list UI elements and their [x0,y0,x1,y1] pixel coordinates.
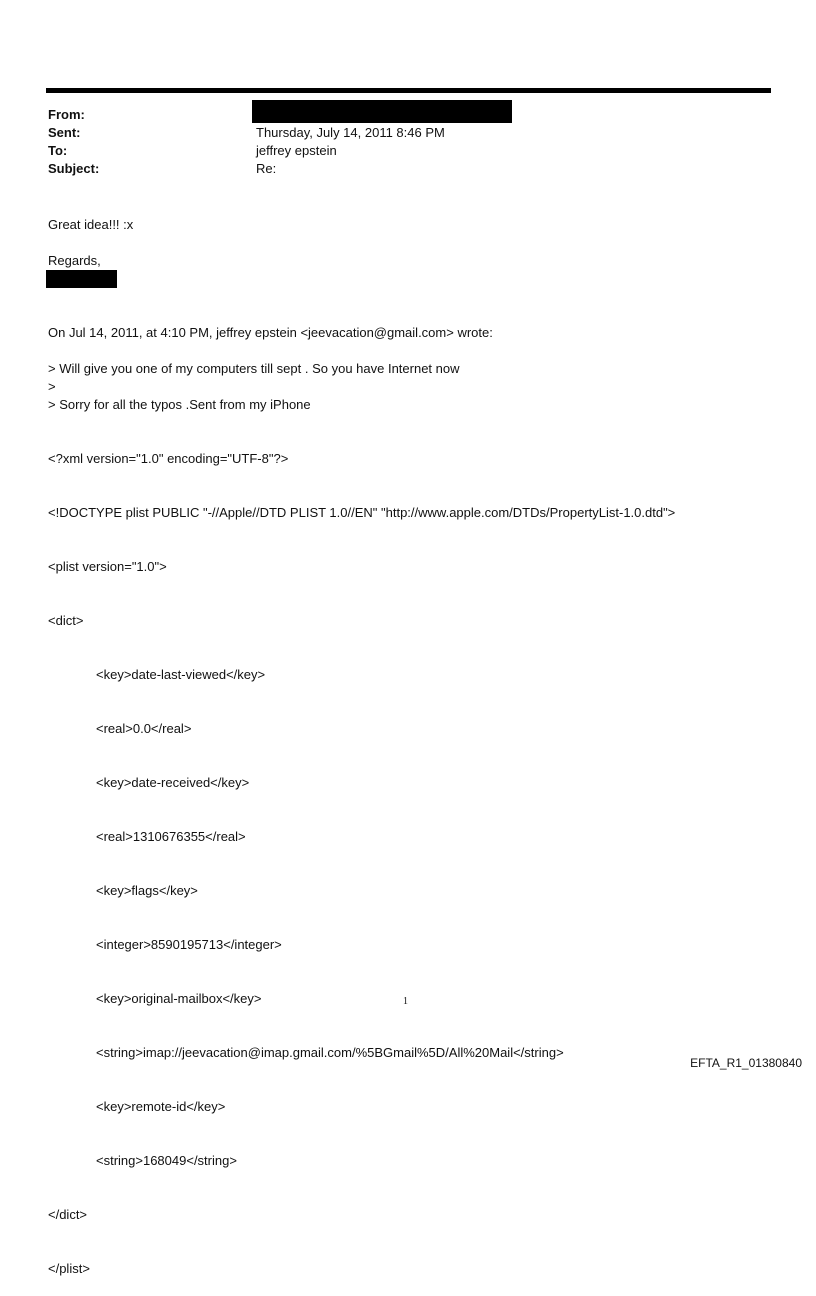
xml-line: <plist version="1.0"> [48,559,167,574]
redacted-signature [46,270,117,288]
document-id: EFTA_R1_01380840 [690,1056,802,1070]
xml-line: <?xml version="1.0" encoding="UTF-8"?> [48,451,289,466]
xml-line: <real>1310676355</real> [96,829,246,844]
xml-line: <dict> [48,613,84,628]
sent-value: Thursday, July 14, 2011 8:46 PM [256,125,445,140]
quote-line: > [48,379,56,394]
xml-line: <key>remote-id</key> [96,1099,226,1114]
xml-line: <key>date-last-viewed</key> [96,667,266,682]
quote-line: > Will give you one of my computers till sept . So you have Internet now [48,361,460,376]
sent-label: Sent: [48,125,81,140]
message-line: Great idea!!! :x [48,217,134,232]
from-label: From: [48,107,85,122]
xml-line: <!DOCTYPE plist PUBLIC "-//Apple//DTD PLIST 1.0//EN" "http://www.apple.com/DTDs/PropertyList-1.0.dtd"> [48,505,676,520]
xml-line: <key>date-received</key> [96,775,250,790]
subject-value: Re: [256,161,277,176]
to-value: jeffrey epstein [256,143,337,158]
regards-line: Regards, [48,253,101,268]
xml-line: <integer>8590195713</integer> [96,937,282,952]
xml-line: </plist> [48,1261,90,1276]
page-number: 1 [403,996,408,1007]
redacted-sender [252,100,512,123]
header-rule [46,88,771,93]
to-label: To: [48,143,68,158]
subject-label: Subject: [48,161,100,176]
xml-block [48,414,675,1296]
xml-line: <string>168049</string> [96,1153,237,1168]
quote-line: > Sorry for all the typos .Sent from my iPhone [48,397,311,412]
xml-line: </dict> [48,1207,88,1222]
xml-line: <key>flags</key> [96,883,198,898]
quote-intro: On Jul 14, 2011, at 4:10 PM, jeffrey epstein <jeevacation@gmail.com> wrote: [48,325,493,340]
xml-line: <key>original-mailbox</key> [96,991,262,1006]
xml-line: <real>0.0</real> [96,721,192,736]
xml-line: <string>imap://jeevacation@imap.gmail.com/%5BGmail%5D/All%20Mail</string> [96,1045,564,1060]
